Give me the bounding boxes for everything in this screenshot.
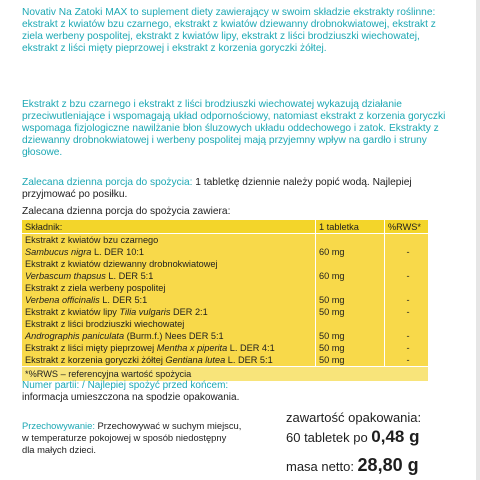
dosage-text: 1 tabletkę dziennie należy popić wodą. Najlepiej przyjmować po posiłku. <box>22 177 412 200</box>
latin-name: Andrographis paniculata <box>25 331 125 341</box>
extract-ratio: L. DER 5:1 <box>99 295 148 305</box>
ingredient-dose: 50 mg <box>316 306 385 318</box>
storage-text-3: dla małych dzieci. <box>22 444 96 455</box>
dosage-recommendation <box>22 177 462 201</box>
latin-name: Mentha x piperita <box>156 343 228 353</box>
extract-ratio: DER 2:1 <box>170 307 208 317</box>
extract-ratio: (Burm.f.) Nees DER 5:1 <box>124 331 224 341</box>
storage-text-1: Przechowywać w suchym miejscu, <box>94 420 242 431</box>
batch-info <box>22 380 272 404</box>
ingredient-rws: - <box>385 306 429 318</box>
ingredient-name: Ekstrakt z liści mięty pieprzowej <box>25 343 157 353</box>
ingredient-name: Ekstrakt z ziela werbeny pospolitej <box>25 283 166 293</box>
net-mass <box>286 454 419 478</box>
ingredient-rws: - <box>385 258 429 282</box>
ingredient-rws: - <box>385 282 429 306</box>
ingredient-name: Ekstrakt z kwiatów bzu czarnego <box>25 235 159 245</box>
ingredient-name: Ekstrakt z korzenia goryczki żółtej <box>25 355 166 365</box>
ingredient-rws: - <box>385 234 429 259</box>
dosage-content-intro: Zalecana dzienna porcja do spożycia zawiera: <box>22 206 231 217</box>
content-qty: 60 tabletek po <box>286 430 372 445</box>
latin-name: Verbascum thapsus <box>25 271 106 281</box>
latin-name: Sambucus nigra <box>25 247 92 257</box>
dosage-label: Zalecana dzienna porcja do spożycia: <box>22 177 193 188</box>
table-row <box>22 282 428 294</box>
header-rws: %RWS* <box>385 220 429 234</box>
header-ingredient: Składnik: <box>22 220 316 234</box>
ingredient-dose: 50 mg <box>316 354 385 367</box>
page-edge <box>476 0 480 480</box>
ingredient-dose: 60 mg <box>316 234 385 259</box>
content-weight: 0,48 g <box>371 427 420 446</box>
extract-ratio: L. DER 5:1 <box>105 271 154 281</box>
latin-name: Verbena officinalis <box>25 295 100 305</box>
table-row <box>22 306 428 318</box>
table-row <box>22 354 428 367</box>
ingredient-dose: 60 mg <box>316 258 385 282</box>
ingredient-rws: - <box>385 354 429 367</box>
ingredient-dose: 50 mg <box>316 282 385 306</box>
package-content <box>286 410 421 449</box>
net-mass-value: 28,80 g <box>357 455 419 475</box>
storage-label: Przechowywanie: <box>22 420 95 431</box>
storage-text-2: w temperaturze pokojowej w sposób niedostępny <box>22 432 227 443</box>
batch-label: Numer partii: / Najlepiej spożyć przed końcem: <box>22 380 229 391</box>
table-row <box>22 318 428 330</box>
ingredient-rws: - <box>385 342 429 354</box>
extract-ratio: L. DER 10:1 <box>91 247 144 257</box>
content-label: zawartość opakowania: <box>286 410 422 425</box>
storage-info <box>22 420 272 456</box>
table-header-row <box>22 220 428 234</box>
description-intro: Novativ Na Zatoki MAX to suplement diety zawierający w swoim składzie ekstrakty roślinne: ekstrakt z kwiatów bzu czarnego, ekstrakt z kwiatów dziewanny drobnokwiatowej, ekstrakt z ziela werbeny pospolitej, ekstrakt z kwiatów lipy, ekstrakt z liści brodziuszki wiechowatej, ekstrakt z liści mięty pieprzowej i ekstrakt z korzenia goryczki żółtej. <box>22 7 436 54</box>
ingredient-name: Ekstrakt z liści brodziuszki wiechowatej <box>25 319 185 329</box>
header-dose: 1 tabletka <box>316 220 385 234</box>
content-quantity <box>286 426 421 449</box>
ingredient-rws: - <box>385 318 429 342</box>
extract-ratio: L. DER 4:1 <box>227 343 275 353</box>
table-row <box>22 234 428 247</box>
extract-ratio: L. DER 5:1 <box>225 355 273 365</box>
table-row <box>22 258 428 270</box>
latin-name: Gentiana lutea <box>165 355 226 365</box>
ingredient-dose: 50 mg <box>316 318 385 342</box>
rws-footnote: *%RWS – referencyjna wartość spożycia <box>22 367 428 382</box>
table-row <box>22 342 428 354</box>
table-footnote-row <box>22 367 428 382</box>
ingredients-table <box>22 220 428 381</box>
ingredient-name: Ekstrakt z kwiatów lipy <box>25 307 120 317</box>
description-effects: Ekstrakt z bzu czarnego i ekstrakt z liści brodziuszki wiechowatej wykazują działanie przeciwutleniające i wspomagają układ odpornościowy, natomiast ekstrakt z korzenia goryczki wspomaga fizjologiczne nawilżanie błon śluzowych układu oddechowego i zatok. Ekstrakty z dziewanny drobnokwiatowej i werbeny pospolitej mają przyjemny wpływ na gardło i struny głosowe. <box>22 99 446 158</box>
ingredient-dose: 50 mg <box>316 342 385 354</box>
ingredient-name: Ekstrakt z kwiatów dziewanny drobnokwiatowej <box>25 259 218 269</box>
batch-text: informacja umieszczona na spodzie opakowania. <box>22 392 240 403</box>
net-mass-label: masa netto: <box>286 459 358 474</box>
latin-name: Tilia vulgaris <box>119 307 171 317</box>
